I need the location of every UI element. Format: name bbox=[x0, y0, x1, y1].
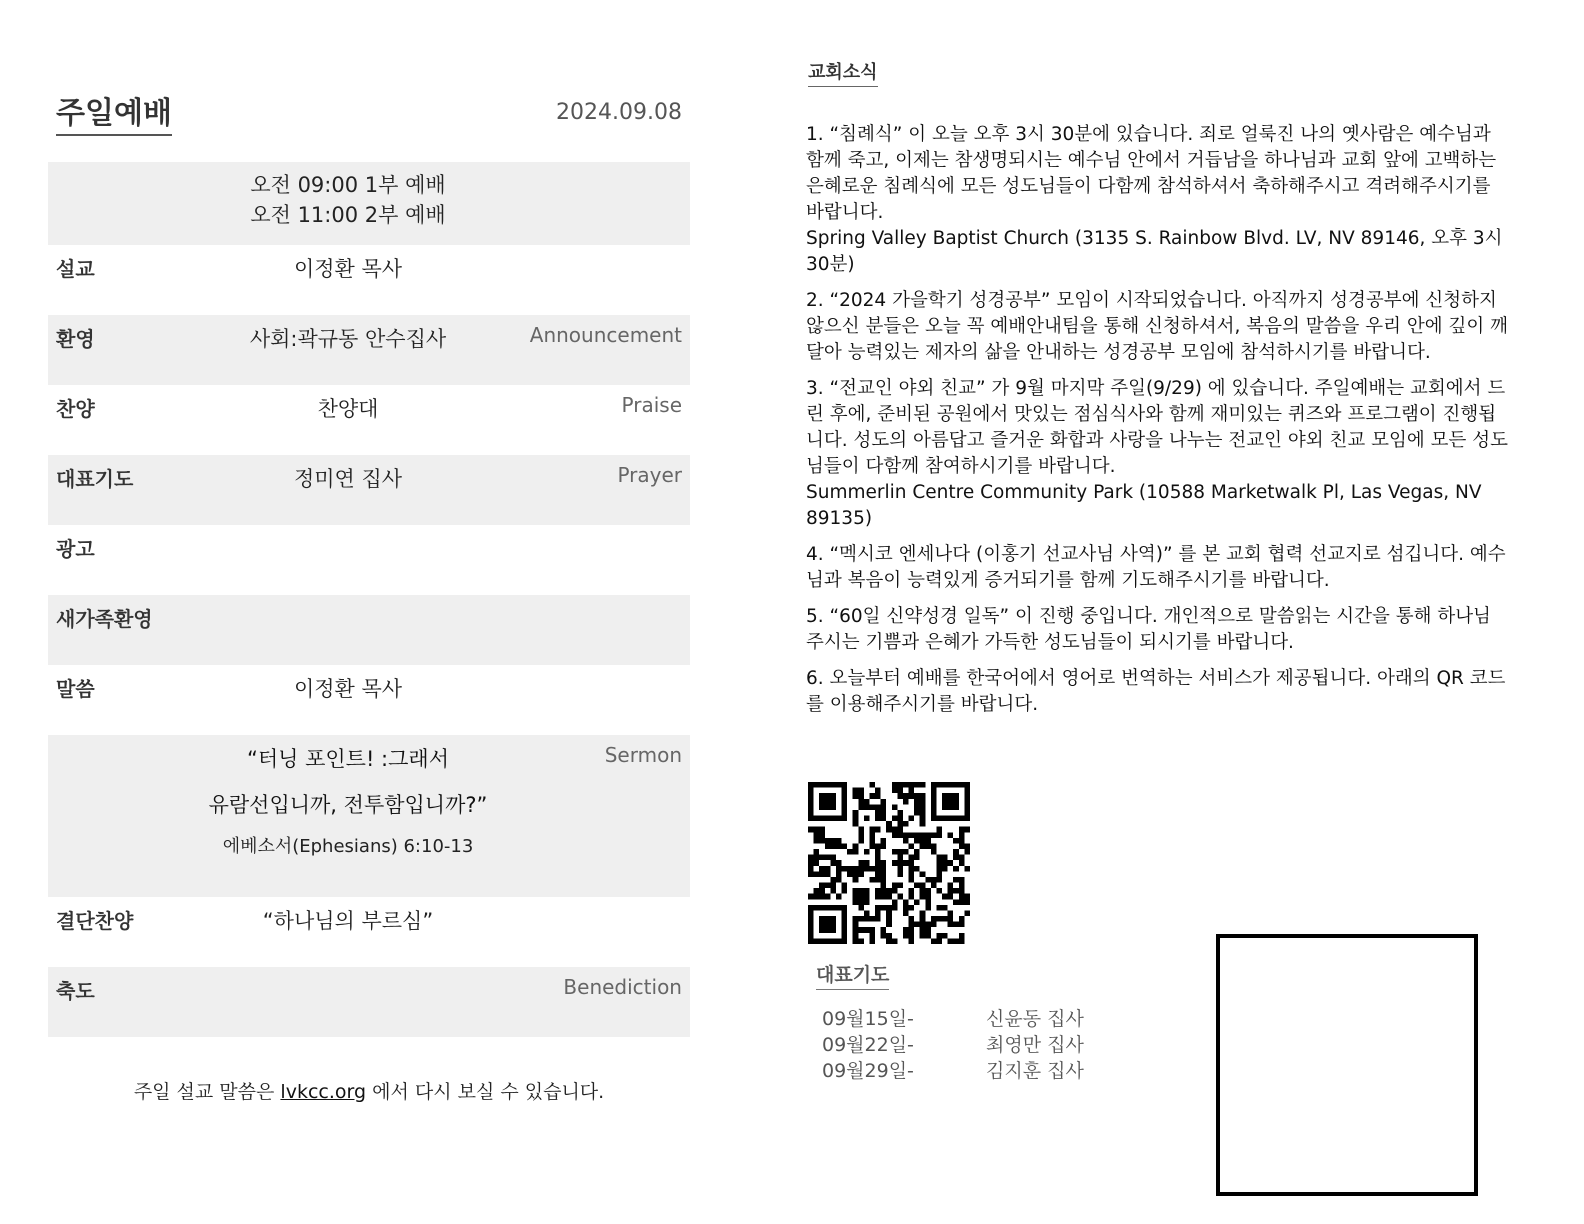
prayer-date: 09월15일- bbox=[822, 1008, 914, 1030]
prayer-schedule bbox=[822, 1006, 1084, 1084]
worship-order-panel bbox=[48, 0, 690, 1224]
news-text: 6. 오늘부터 예배를 한국어에서 영어로 번역하는 서비스가 제공됩니다. 아래의 QR 코드를 이용해주시기를 바랍니다. bbox=[806, 668, 1506, 715]
order-value: 이정환 목사 bbox=[293, 677, 403, 701]
news-text: 1. “침례식” 이 오늘 오후 3시 30분에 있습니다. 죄로 얼룩진 나의 옛사람은 예수님과 함께 죽고, 이제는 참생명되시는 예수님 안에서 거듭남을 하나님과 교회 앞에 고백하는 은혜로운 침례식에 모든 성도님들이 다함께 참석하셔서 축하해주시고 격려해주시기를 바랍니다. bbox=[806, 124, 1497, 223]
news-item-3 bbox=[806, 376, 1512, 532]
order-value: “하나님의 부르심” bbox=[262, 909, 434, 933]
empty-frame bbox=[1216, 934, 1478, 1196]
order-english: Benediction bbox=[563, 975, 682, 999]
bulletin-date: 2024.09.08 bbox=[556, 100, 682, 125]
footer-text-after: 에서 다시 보실 수 있습니다. bbox=[372, 1081, 605, 1103]
order-row-welcome bbox=[48, 315, 690, 385]
order-english: Sermon bbox=[604, 743, 682, 767]
page-title: 주일예배 bbox=[56, 96, 172, 136]
news-text: 5. “60일 신약성경 일독” 이 진행 중입니다. 개인적으로 말씀읽는 시간을 통해 하나님 주시는 기쁨과 은혜가 가득한 성도님들이 되시기를 바랍니다. bbox=[806, 606, 1491, 653]
prayer-date: 09월22일- bbox=[822, 1034, 914, 1056]
order-label: 말씀 bbox=[56, 677, 95, 701]
news-item-2 bbox=[806, 288, 1512, 366]
news-list bbox=[806, 122, 1512, 728]
prayer-leader: 최영만 집사 bbox=[986, 1034, 1084, 1056]
order-label: 환영 bbox=[56, 327, 95, 351]
prayer-schedule-heading: 대표기도 bbox=[816, 960, 889, 990]
news-address: Spring Valley Baptist Church (3135 S. Rainbow Blvd. LV, NV 89146, 오후 3시 30분) bbox=[806, 228, 1503, 275]
news-text: 3. “전교인 야외 친교” 가 9월 마지막 주일(9/29) 에 있습니다. 주일예배는 교회에서 드린 후에, 준비된 공원에서 맛있는 점심식사와 함께 재미있는 퀴즈와 프로그램이 진행됩니다. 성도의 아름답고 즐거운 화합과 사랑을 나누는 전교인 야외 친교 모임에 모든 성도님들이 다함께 참여하시기를 바랍니다. bbox=[806, 378, 1508, 477]
news-heading: 교회소식 bbox=[808, 58, 878, 87]
order-row-announcements bbox=[48, 525, 690, 595]
service-time-1: 오전 09:00 1부 예배 bbox=[250, 173, 446, 197]
news-item-5 bbox=[806, 604, 1512, 656]
news-item-1 bbox=[806, 122, 1512, 278]
sermon-archive-note bbox=[48, 1077, 690, 1104]
order-row-benediction bbox=[48, 967, 690, 1037]
order-row-prayer bbox=[48, 455, 690, 525]
order-label: 결단찬양 bbox=[56, 909, 134, 933]
order-row-praise bbox=[48, 385, 690, 455]
order-english: Prayer bbox=[617, 463, 682, 487]
footer-text-before: 주일 설교 말씀은 bbox=[133, 1081, 275, 1103]
order-value: 찬양대 bbox=[317, 397, 379, 421]
order-english: Announcement bbox=[529, 323, 682, 347]
order-value: 정미연 집사 bbox=[293, 467, 403, 491]
sermon-scripture: 에베소서(Ephesians) 6:10-13 bbox=[222, 836, 474, 857]
church-news-panel bbox=[806, 0, 1516, 1224]
prayer-schedule-row bbox=[822, 1058, 1084, 1084]
order-label: 축도 bbox=[56, 979, 95, 1003]
sermon-title-line-1: “터닝 포인트! :그래서 bbox=[246, 747, 449, 771]
order-row-sermon-leader bbox=[48, 245, 690, 315]
order-label: 광고 bbox=[56, 537, 95, 561]
news-text: 4. “멕시코 엔세나다 (이홍기 선교사님 사역)” 를 본 교회 협력 선교지로 섬깁니다. 예수님과 복음이 능력있게 증거되기를 함께 기도해주시기를 바랍니다. bbox=[806, 544, 1506, 591]
website-link[interactable]: lvkcc.org bbox=[280, 1081, 367, 1103]
sermon-title-line-2: 유람선입니까, 전투함입니까?” bbox=[208, 793, 488, 817]
order-english: Praise bbox=[621, 393, 682, 417]
news-text: 2. “2024 가을학기 성경공부” 모임이 시작되었습니다. 아직까지 성경공부에 신청하지 않으신 분들은 오늘 꼭 예배안내팀을 통해 신청하셔서, 복음의 말씀을 우리 안에 깊이 깨달아 능력있는 제자의 삶을 안내하는 성경공부 모임에 참석하시기를 바랍니다. bbox=[806, 290, 1508, 363]
order-row-response-hymn bbox=[48, 897, 690, 967]
qr-code-icon[interactable] bbox=[808, 782, 970, 944]
service-times-row bbox=[48, 162, 690, 245]
news-address: Summerlin Centre Community Park (10588 Marketwalk Pl, Las Vegas, NV 89135) bbox=[806, 482, 1482, 529]
order-value: 이정환 목사 bbox=[293, 257, 403, 281]
order-label: 찬양 bbox=[56, 397, 95, 421]
news-item-4 bbox=[806, 542, 1512, 594]
order-row-new-family bbox=[48, 595, 690, 665]
news-item-6 bbox=[806, 666, 1512, 718]
sermon-row bbox=[48, 735, 690, 897]
order-value: 사회:곽규동 안수집사 bbox=[249, 327, 447, 351]
service-time-2: 오전 11:00 2부 예배 bbox=[250, 203, 446, 227]
prayer-schedule-row bbox=[822, 1032, 1084, 1058]
prayer-leader: 신윤동 집사 bbox=[986, 1008, 1084, 1030]
prayer-date: 09월29일- bbox=[822, 1060, 914, 1082]
prayer-schedule-row bbox=[822, 1006, 1084, 1032]
service-times bbox=[188, 170, 508, 230]
order-label: 대표기도 bbox=[56, 467, 134, 491]
order-label: 설교 bbox=[56, 257, 95, 281]
prayer-leader: 김지훈 집사 bbox=[986, 1060, 1084, 1082]
order-label: 새가족환영 bbox=[56, 607, 153, 631]
order-row-word bbox=[48, 665, 690, 735]
